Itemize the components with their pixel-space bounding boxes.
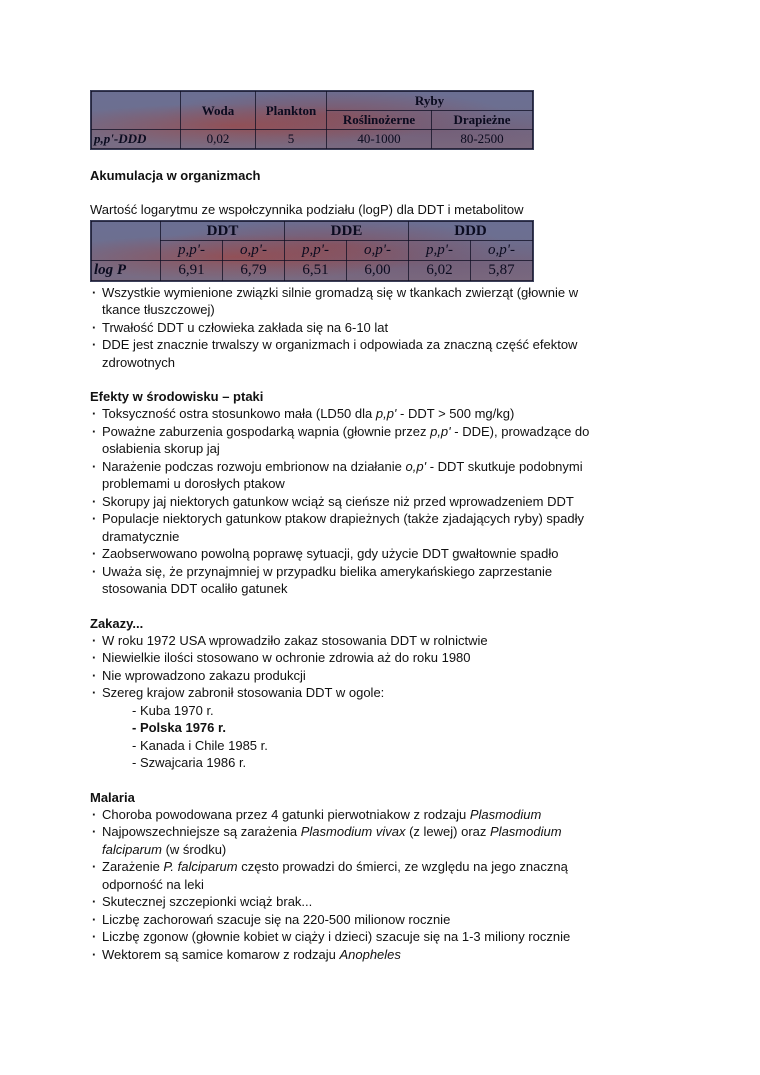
group-dde: DDE (285, 221, 409, 240)
heading-zakazy: Zakazy... (90, 615, 144, 631)
heading-malaria: Malaria (90, 789, 135, 805)
list-item: · Nie wprowadzono zakazu produkcji (90, 667, 590, 685)
list-item: · Szereg krajow zabronił stosowania DDT w ogole: (90, 684, 590, 702)
list-item: · Liczbę zgonow (głownie kobiet w ciąży i dzieci) szacuje się na 1-3 miliony rocznie (90, 928, 590, 946)
list-item: · Najpowszechniejsze są zarażenia Plasmodium vivax (z lewej) oraz Plasmodium falciparum (w środku) (90, 823, 590, 858)
list-item: · Populacje niektorych gatunkow ptakow drapieżnych (także zjadających ryby) spadły dramatycznie (90, 510, 590, 545)
list-item: · Skorupy jaj niektorych gatunkow wciąż są cieńsze niż przed wprowadzeniem DDT (90, 493, 590, 511)
list-item: · Zaobserwowano powolną poprawę sytuacji, gdy użycie DDT gwałtownie spadło (90, 545, 590, 563)
list-item: · Trwałość DDT u człowieka zakłada się na 6-10 lat (90, 319, 590, 337)
list-item: · Wszystkie wymienione związki silnie gromadzą się w tkankach zwierząt (głownie w tkance tłuszczowej) (90, 284, 590, 319)
header-woda: Woda (181, 92, 256, 130)
list-item: · Choroba powodowana przez 4 gatunki pierwotniakow z rodzaju Plasmodium (90, 806, 590, 824)
country-ban-item: - Szwajcaria 1986 r. (132, 755, 247, 770)
logp-table (90, 220, 534, 282)
header-ryby: Ryby (327, 92, 533, 111)
accumulation-list (90, 284, 590, 372)
list-item: · W roku 1972 USA wprowadziło zakaz stosowania DDT w rolnictwie (90, 632, 590, 650)
list-item: · Poważne zaburzenia gospodarką wapnia (głownie przez p,p' - DDE), prowadzące do osłabienia skorup jaj (90, 423, 590, 458)
list-item: · Wektorem są samice komarow z rodzaju Anopheles (90, 946, 590, 964)
list-item: · Skutecznej szczepionki wciąż brak... (90, 893, 590, 911)
logp-value: 6,51 (285, 260, 347, 280)
header-drapiezne: Drapieżne (432, 111, 533, 130)
logp-value: 5,87 (471, 260, 533, 280)
isomer-header: o,p'- (223, 240, 285, 260)
list-item: · Zarażenie P. falciparum często prowadzi do śmierci, ze względu na jego znaczną odporność na leki (90, 858, 590, 893)
logp-value: 6,00 (347, 260, 409, 280)
value-plankton: 5 (256, 130, 327, 149)
isomer-header: o,p'- (471, 240, 533, 260)
heading-efekty-ptaki: Efekty w środowisku – ptaki (90, 389, 264, 404)
row-label-logp: log P (92, 260, 161, 280)
logp-value: 6,79 (223, 260, 285, 280)
list-item: · Narażenie podczas rozwoju embrionow na działanie o,p' - DDT skutkuje podobnymi problemami u dorosłych ptakow (90, 458, 590, 493)
group-ddt: DDT (161, 221, 285, 240)
logp-value: 6,91 (161, 260, 223, 280)
document-page (90, 90, 590, 963)
list-item: · Toksyczność ostra stosunkowo mała (LD50 dla p,p' - DDT > 500 mg/kg) (90, 405, 590, 423)
isomer-header: p,p'- (285, 240, 347, 260)
list-item: · Liczbę zachorowań szacuje się na 220-500 milionow rocznie (90, 911, 590, 929)
list-item: · Niewielkie ilości stosowano w ochronie zdrowia aż do roku 1980 (90, 649, 590, 667)
ddd-concentration-table (90, 90, 534, 150)
country-ban-item: - Polska 1976 r. (132, 720, 226, 735)
country-ban-item: - Kanada i Chile 1985 r. (132, 737, 268, 753)
logp-intro: Wartość logarytmu ze wspołczynnika podziału (logP) dla DDT i metabolitow (90, 202, 524, 217)
value-drapiezne: 80-2500 (432, 130, 533, 149)
isomer-header: p,p'- (161, 240, 223, 260)
bans-list (90, 632, 590, 702)
header-plankton: Plankton (256, 92, 327, 130)
isomer-header: o,p'- (347, 240, 409, 260)
list-item: · DDE jest znacznie trwalszy w organizmach i odpowiada za znaczną część efektow zdrowotnych (90, 336, 590, 371)
heading-akumulacja: Akumulacja w organizmach (90, 168, 261, 183)
logp-value: 6,02 (409, 260, 471, 280)
isomer-header: p,p'- (409, 240, 471, 260)
birds-list (90, 405, 590, 598)
row-label-ppddd: p,p'-DDD (92, 130, 181, 149)
group-ddd: DDD (409, 221, 533, 240)
header-roslinozerne: Roślinożerne (327, 111, 432, 130)
country-ban-item: - Kuba 1970 r. (132, 702, 214, 718)
value-woda: 0,02 (181, 130, 256, 149)
list-item: · Uważa się, że przynajmniej w przypadku bielika amerykańskiego zaprzestanie stosowania DDT ocaliło gatunek (90, 563, 590, 598)
malaria-list (90, 806, 590, 964)
value-roslinozerne: 40-1000 (327, 130, 432, 149)
